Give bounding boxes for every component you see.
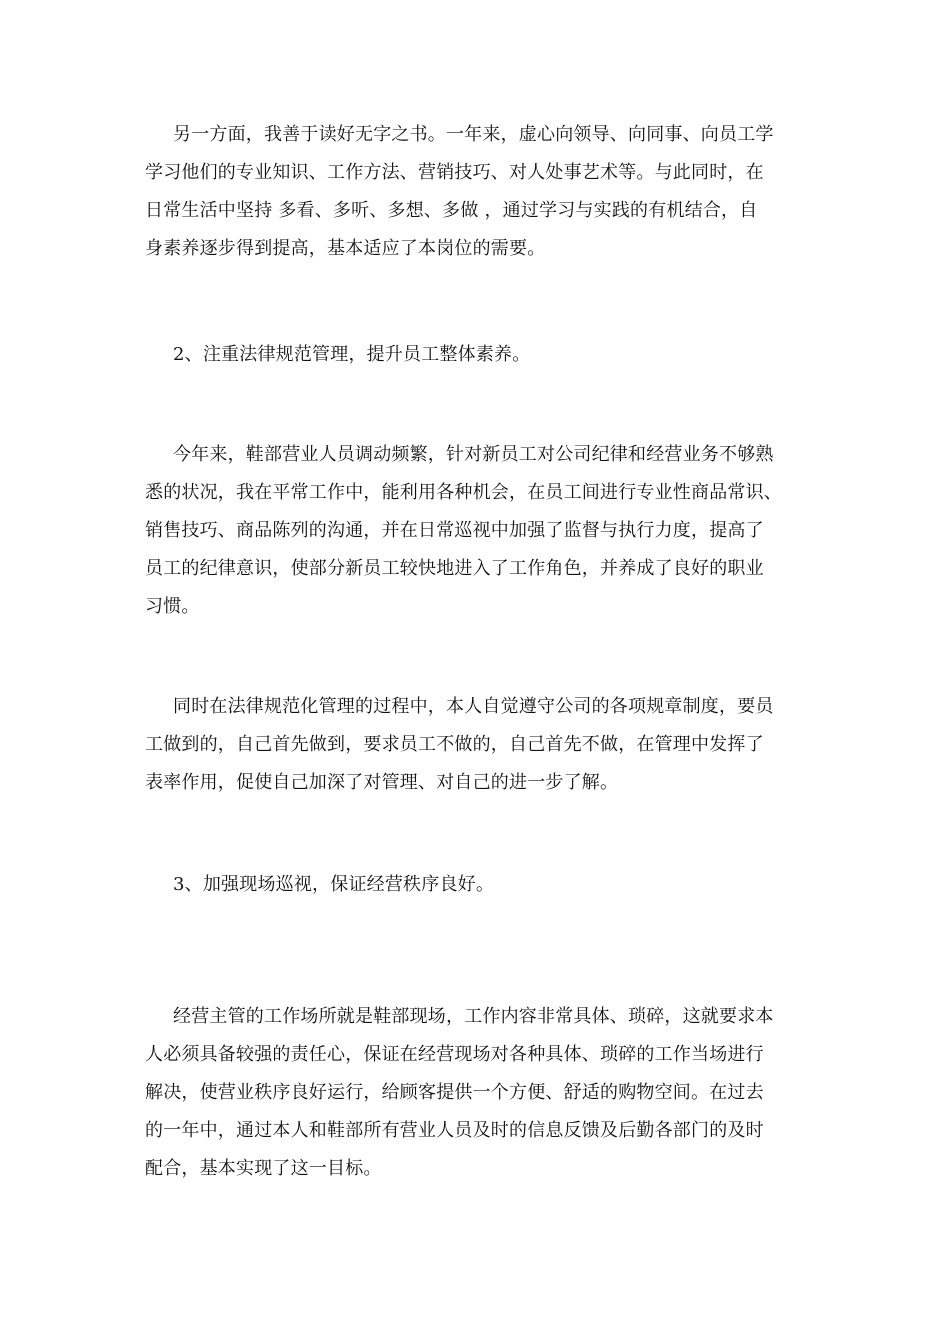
paragraph-line: 学习他们的专业知识、工作方法、营销技巧、对人处事艺术等。与此同时，在 [145, 162, 764, 183]
paragraph-self-study [145, 116, 805, 268]
paragraph-line: 配合，基本实现了这一目标。 [145, 1158, 382, 1179]
paragraph-line: 经营主管的工作场所就是鞋部现场，工作内容非常具体、琐碎，这就要求本 [173, 1006, 774, 1027]
paragraph-line: 悉的状况，我在平常工作中，能利用各种机会，在员工间进行专业性商品常识、 [145, 482, 782, 503]
paragraph-line: 表率作用，促使自己加深了对管理、对自己的进一步了解。 [145, 772, 619, 793]
paragraph-line: 今年来，鞋部营业人员调动频繁，针对新员工对公司纪律和经营业务不够熟 [173, 444, 774, 465]
paragraph-line: 的一年中，通过本人和鞋部所有营业人员及时的信息反馈及后勤各部门的及时 [145, 1120, 764, 1141]
section-heading-3 [145, 866, 805, 904]
paragraph-line: 日常生活中坚持 多看、多听、多想、多做 ，通过学习与实践的有机结合，自 [145, 200, 758, 221]
section-heading-2 [145, 336, 805, 374]
paragraph-new-staff [145, 436, 805, 626]
paragraph-line: 同时在法律规范化管理的过程中，本人自觉遵守公司的各项规章制度，要员 [173, 696, 774, 717]
paragraph-line: 员工的纪律意识，使部分新员工较快地进入了工作角色，并养成了良好的职业 [145, 558, 764, 579]
paragraph-on-site [145, 998, 805, 1188]
section-heading: 3、加强现场巡视，保证经营秩序良好。 [173, 874, 495, 895]
paragraph-line: 人必须具备较强的责任心，保证在经营现场对各种具体、琐碎的工作当场进行 [145, 1044, 764, 1065]
paragraph-line: 解决，使营业秩序良好运行，给顾客提供一个方便、舒适的购物空间。在过去 [145, 1082, 764, 1103]
paragraph-line: 身素养逐步得到提高，基本适应了本岗位的需要。 [145, 238, 546, 259]
paragraph-line: 另一方面，我善于读好无字之书。一年来，虚心向领导、向同事、向员工学 [173, 124, 774, 145]
paragraph-line: 工做到的，自己首先做到，要求员工不做的，自己首先不做，在管理中发挥了 [145, 734, 764, 755]
paragraph-rules [145, 688, 805, 802]
paragraph-line: 销售技巧、商品陈列的沟通，并在日常巡视中加强了监督与执行力度，提高了 [145, 520, 764, 541]
section-heading: 2、注重法律规范管理，提升员工整体素养。 [173, 344, 531, 365]
paragraph-line: 习惯。 [145, 596, 200, 617]
